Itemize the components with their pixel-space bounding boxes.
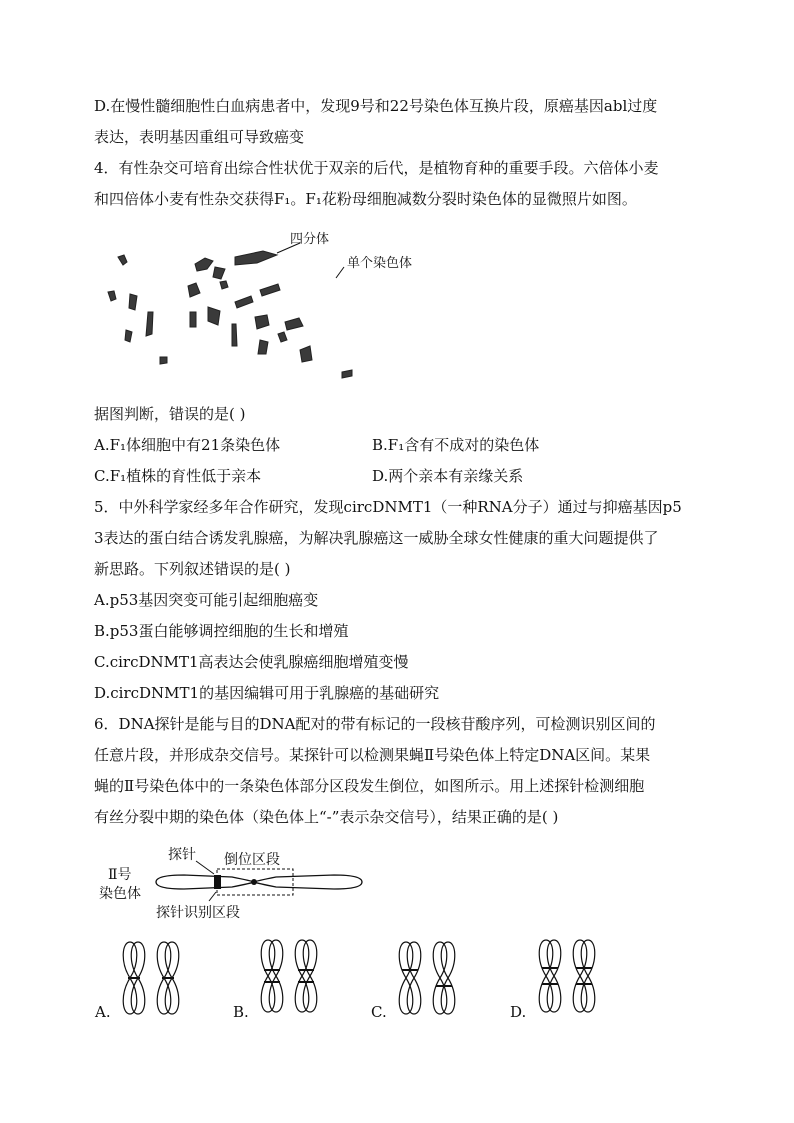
q6-stem-line3: 蝇的Ⅱ号染色体中的一条染色体部分区段发生倒位，如图所示。用上述探针检测细胞 — [94, 777, 645, 795]
chromosome-outline — [156, 875, 362, 889]
chromosome — [190, 312, 196, 327]
chromosome-label-line2: 染色体 — [99, 886, 141, 902]
chromosome — [255, 315, 269, 329]
answer-chromosome-pair-b — [250, 938, 330, 1018]
chromosome-micrograph — [100, 222, 360, 392]
probe-region-pointer-line — [209, 892, 216, 901]
chromosome — [260, 284, 280, 296]
centromere — [251, 879, 257, 885]
q3-option-d-line1: D.在慢性髓细胞性白血病患者中，发现9号和22号染色体互换片段，原癌基因abl过度 — [94, 97, 658, 115]
q5-stem-line3: 新思路。下列叙述错误的是( ) — [94, 560, 291, 578]
chromosome — [146, 312, 153, 336]
q6-stem-line2: 任意片段，并形成杂交信号。某探针可以检测果蝇Ⅱ号染色体上特定DNA区间。某果 — [94, 746, 651, 764]
tetrad-label: 四分体 — [290, 232, 330, 247]
probe-pointer-line — [196, 861, 214, 874]
q5-stem-line1: 5．中外科学家经多年合作研究，发现circDNMT1（一种RNA分子）通过与抑癌基因p5 — [94, 498, 682, 516]
chromosome — [188, 283, 200, 297]
single-chromosome-label: 单个染色体 — [347, 256, 413, 271]
chromosome — [278, 332, 287, 342]
chromosome — [300, 346, 312, 362]
q5-option-b[interactable]: B.p53蛋白能够调控细胞的生长和增殖 — [94, 622, 349, 640]
chromosome — [118, 255, 127, 265]
chromosome-diagram — [94, 840, 374, 930]
answer-option-c-label[interactable]: C. — [371, 1003, 387, 1021]
q5-option-c[interactable]: C.circDNMT1高表达会使乳腺癌细胞增殖变慢 — [94, 653, 409, 671]
chromosome — [285, 318, 303, 330]
chromosome — [160, 357, 167, 364]
q4-option-c[interactable]: C.F₁植株的育性低于亲本 — [94, 467, 262, 485]
answer-chromosome-pair-d — [528, 938, 608, 1018]
q4-stem-line1: 4．有性杂交可培育出综合性状优于双亲的后代，是植物育种的重要手段。六倍体小麦 — [94, 159, 659, 177]
q4-option-d[interactable]: D.两个亲本有亲缘关系 — [372, 467, 524, 485]
single-chromosome-pointer-line — [336, 267, 344, 278]
q6-stem-line1: 6．DNA探针是能与目的DNA配对的带有标记的一段核苷酸序列，可检测识别区间的 — [94, 715, 656, 733]
chromosome — [208, 307, 220, 325]
chromosome — [108, 291, 116, 301]
probe-label: 探针 — [168, 847, 196, 863]
tetrad-highlighted — [235, 251, 277, 265]
chromosome — [213, 267, 225, 279]
answer-chromosome-pair-c — [388, 940, 468, 1020]
chromosome — [129, 294, 137, 310]
q5-stem-line2: 3表达的蛋白结合诱发乳腺癌，为解决乳腺癌这一威胁全球女性健康的重大问题提供了 — [94, 529, 659, 547]
chromosome — [232, 324, 237, 346]
chromosome — [258, 340, 268, 354]
q6-inversion-figure — [94, 840, 374, 930]
answer-option-b-label[interactable]: B. — [233, 1003, 249, 1021]
answer-option-d-label[interactable]: D. — [510, 1003, 527, 1021]
q5-option-d[interactable]: D.circDNMT1的基因编辑可用于乳腺癌的基础研究 — [94, 684, 440, 702]
probe-region-label: 探针识别区段 — [156, 905, 240, 921]
q4-stem-line2: 和四倍体小麦有性杂交获得F₁。F₁花粉母细胞减数分裂时染色体的显微照片如图。 — [94, 190, 637, 208]
chromosome — [195, 258, 213, 271]
q4-micrograph-figure — [100, 222, 420, 392]
q4-option-a[interactable]: A.F₁体细胞中有21条染色体 — [94, 436, 281, 454]
answer-chromosome-pair-a — [112, 940, 192, 1020]
inverted-segment-label: 倒位区段 — [224, 852, 280, 868]
q4-question: 据图判断，错误的是( ) — [94, 405, 246, 423]
chromosome — [220, 281, 228, 289]
chromosome — [342, 370, 352, 378]
q6-stem-line4: 有丝分裂中期的染色体（染色体上“-”表示杂交信号），结果正确的是( ) — [94, 808, 559, 826]
chromosome-label-line1: Ⅱ号 — [108, 867, 132, 883]
chromosome — [125, 330, 132, 342]
chromosome — [235, 296, 253, 308]
q3-option-d-line2: 表达，表明基因重组可导致癌变 — [94, 128, 305, 146]
answer-option-a-label[interactable]: A. — [95, 1003, 111, 1021]
q4-option-b[interactable]: B.F₁含有不成对的染色体 — [372, 436, 540, 454]
q5-option-a[interactable]: A.p53基因突变可能引起细胞癌变 — [94, 591, 319, 609]
